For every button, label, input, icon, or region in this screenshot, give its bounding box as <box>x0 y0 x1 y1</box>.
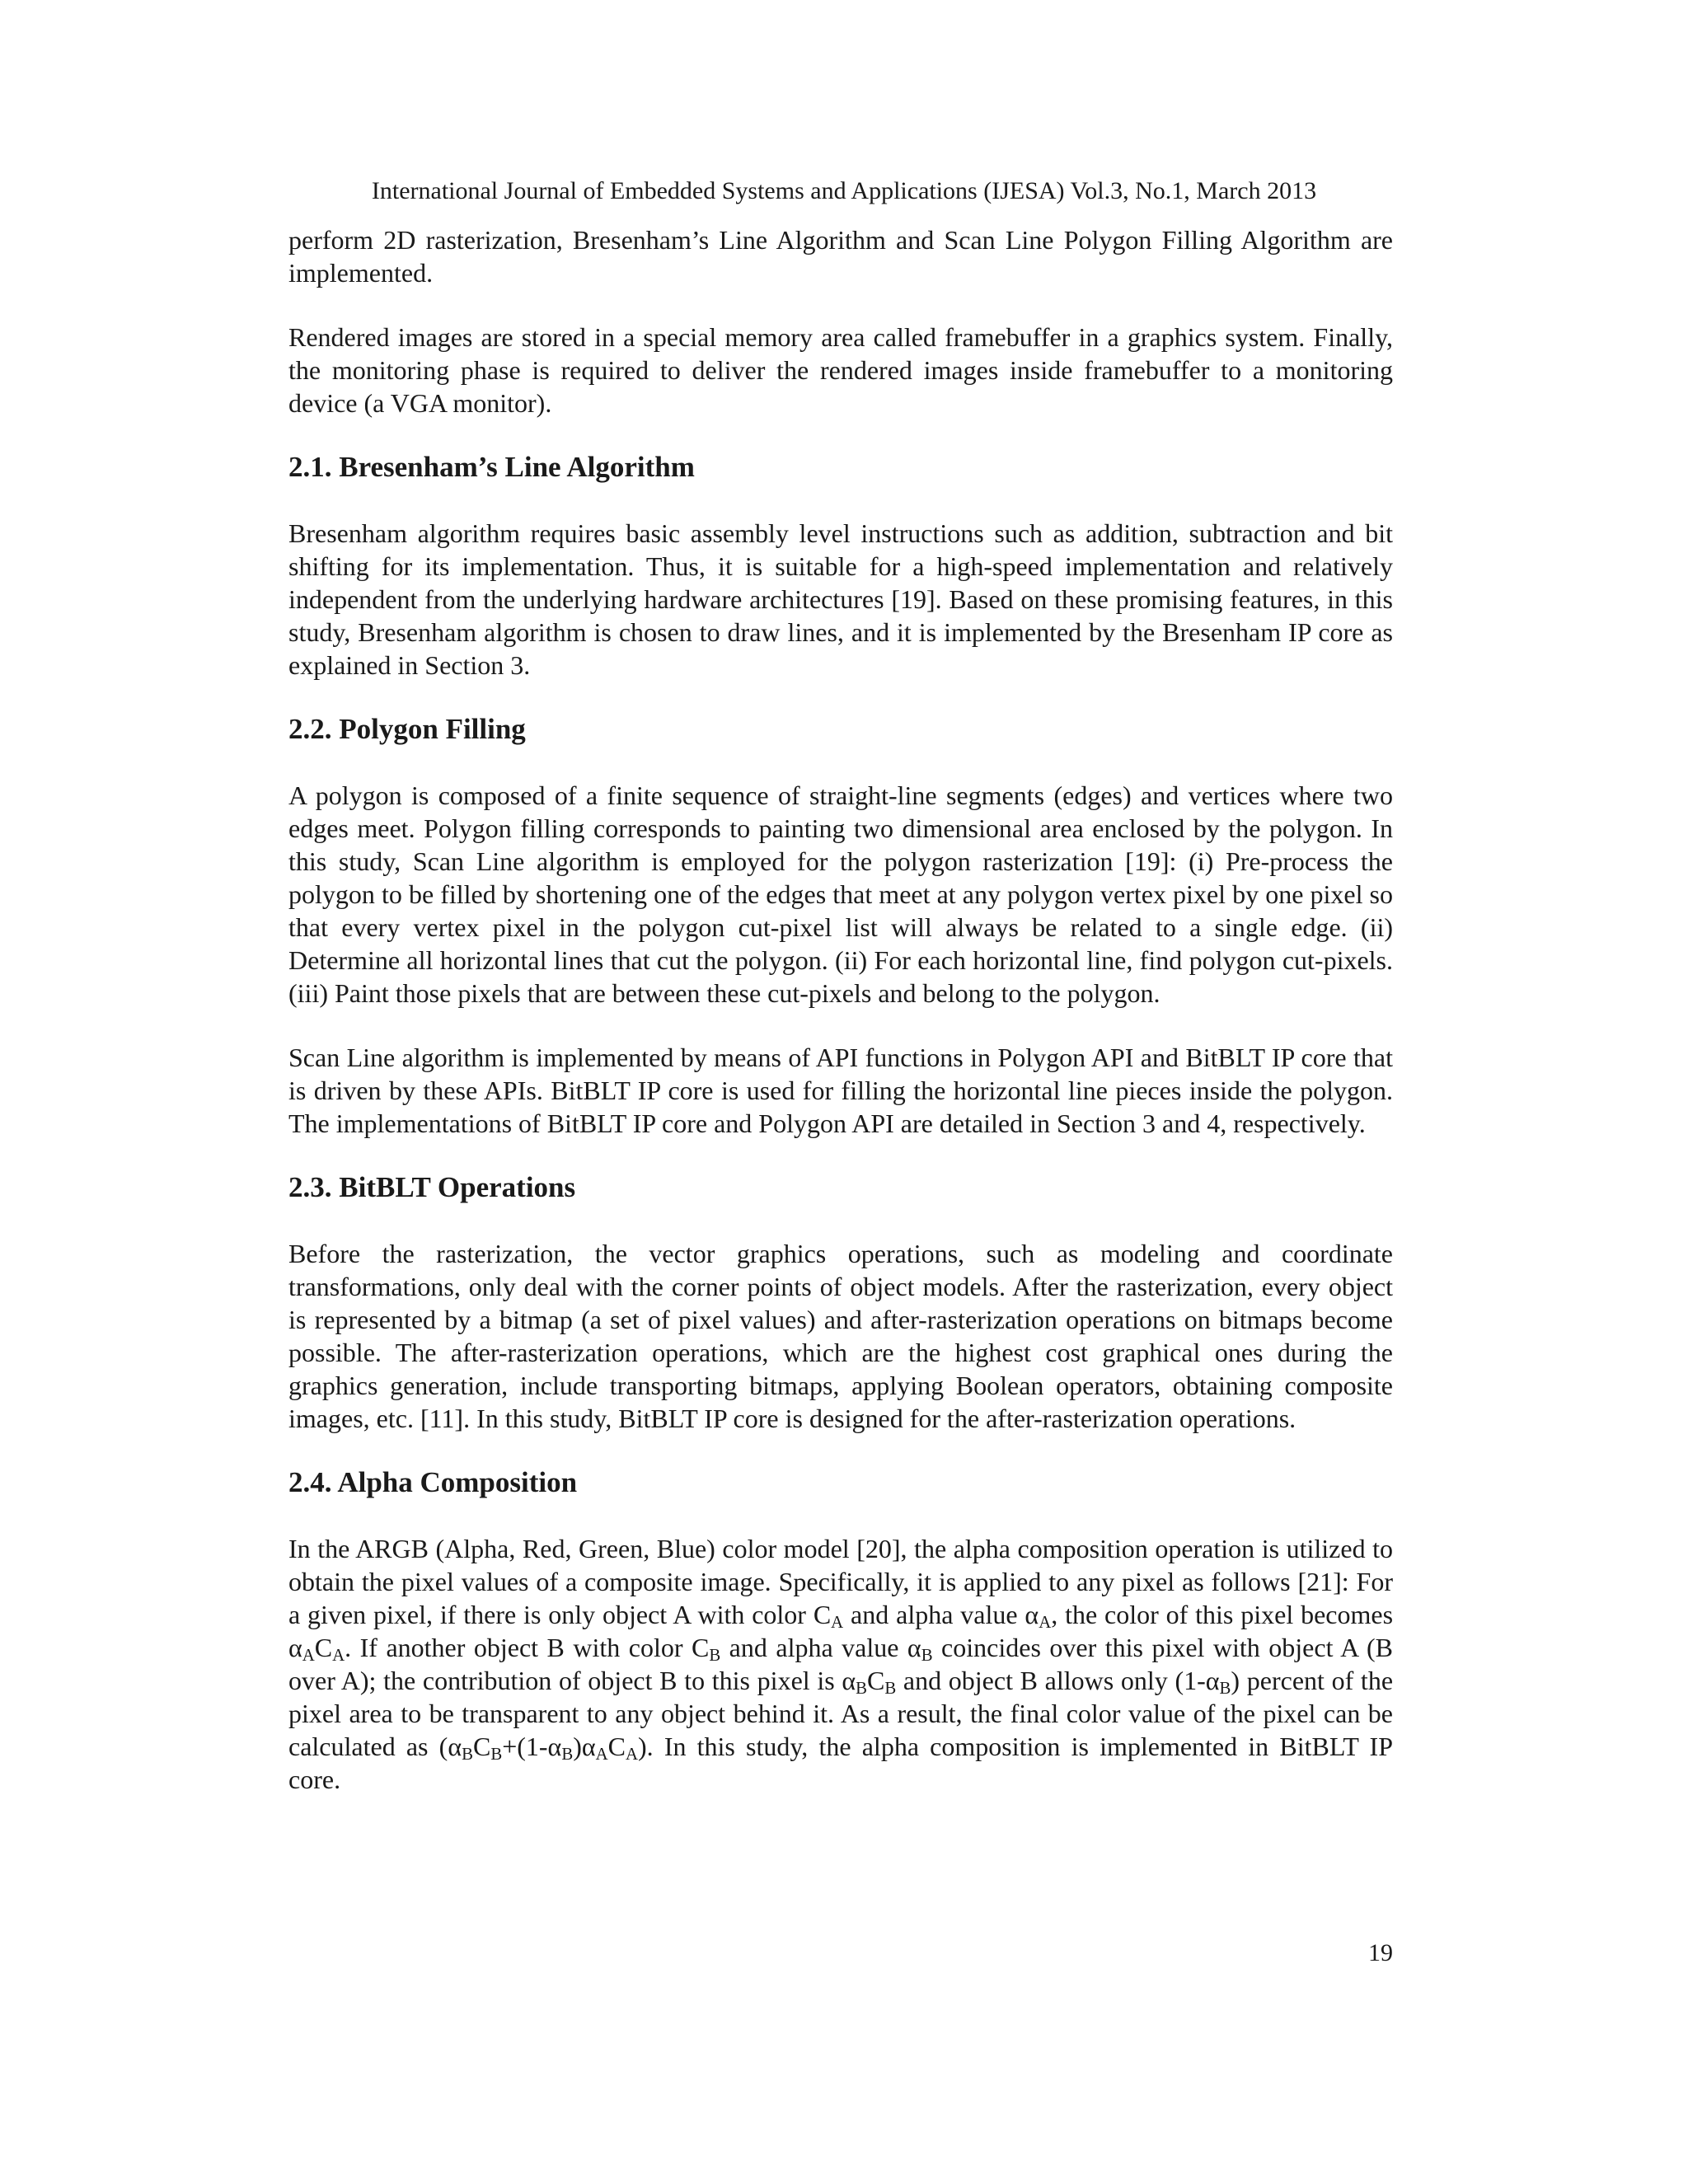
section-heading-polygon-filling: 2.2. Polygon Filling <box>288 713 526 745</box>
section-heading-bitblt: 2.3. BitBLT Operations <box>288 1171 576 1203</box>
paragraph-scan-line: Scan Line algorithm is implemented by means of API functions in Polygon API and BitBLT IP core that is driven by these APIs. BitBLT IP core is used for filling the horizontal line pieces inside the polygon. The implementations of BitBLT IP core and Polygon API are detailed in Section 3 and 4, respectively. <box>288 1043 1393 1138</box>
page-number: 19 <box>1368 1939 1393 1966</box>
section-heading-bresenham: 2.1. Bresenham’s Line Algorithm <box>288 451 695 483</box>
paragraph-rasterization-intro: perform 2D rasterization, Bresenham’s Line Algorithm and Scan Line Polygon Filling Algorithm are implemented. <box>288 225 1393 288</box>
section-heading-alpha-composition: 2.4. Alpha Composition <box>288 1466 578 1498</box>
running-header: International Journal of Embedded Systems and Applications (IJESA) Vol.3, No.1, March 2013 <box>371 177 1317 204</box>
paragraph-bitblt: Before the rasterization, the vector graphics operations, such as modeling and coordinate transformations, only deal with the corner points of object models. After the rasterization, every object is represented by a bitmap (a set of pixel values) and after-rasterization operations on bitmaps become possible. The after-rasterization operations, which are the highest cost graphical ones during the graphics generation, include transporting bitmaps, applying Boolean operators, obtaining composite images, etc. [11]. In this study, BitBLT IP core is designed for the after-rasterization operations. <box>288 1239 1393 1433</box>
paragraph-framebuffer: Rendered images are stored in a special memory area called framebuffer in a graphics system. Finally, the monitoring phase is required to deliver the rendered images inside framebuffer to a monitoring device (a VGA monitor). <box>288 322 1393 418</box>
page-content <box>288 223 1393 1796</box>
paragraph-bresenham: Bresenham algorithm requires basic assembly level instructions such as addition, subtraction and bit shifting for its implementation. Thus, it is suitable for a high-speed implementation and relatively independent from the underlying hardware architectures [19]. Based on these promising features, in this study, Bresenham algorithm is chosen to draw lines, and it is implemented by the Bresenham IP core as explained in Section 3. <box>288 518 1393 680</box>
paragraph-alpha-composition: In the ARGB (Alpha, Red, Green, Blue) color model [20], the alpha composition operation is utilized to obtain the pixel values of a composite image. Specifically, it is applied to any pixel as follows [21]: For a given pixel, if there is only object A with color $C_A$ and alpha value $\alpha_A$, the color of this pixel becomes $\alpha_AC_A$. If another object B with color $C_B$ and alpha value $\alpha_B$ coincides over this pixel with object A (B over A); the contribution of object B to this pixel is $\alpha_BC_B$ and object B allows only $(1-\alpha_B)$ percent of the pixel area to be transparent to any object behind it. As a result, the final color value of the pixel can be calculated as $(\alpha_BC_B+(1-\alpha_B)\alpha_AC_A)$. In this study, the alpha composition is implemented in BitBLT IP core. <box>288 1534 1394 1794</box>
paragraph-polygon-filling: A polygon is composed of a finite sequence of straight-line segments (edges) and vertices where two edges meet. Polygon filling corresponds to painting two dimensional area enclosed by the polygon. In this study, Scan Line algorithm is employed for the polygon rasterization [19]: (i) Pre-process the polygon to be filled by shortening one of the edges that meet at any polygon vertex pixel by one pixel so that every vertex pixel in the polygon cut-pixel list will always be related to a single edge. (ii) Determine all horizontal lines that cut the polygon. (ii) For each horizontal line, find polygon cut-pixels. (iii) Paint those pixels that are between these cut-pixels and belong to the polygon. <box>288 780 1393 1008</box>
